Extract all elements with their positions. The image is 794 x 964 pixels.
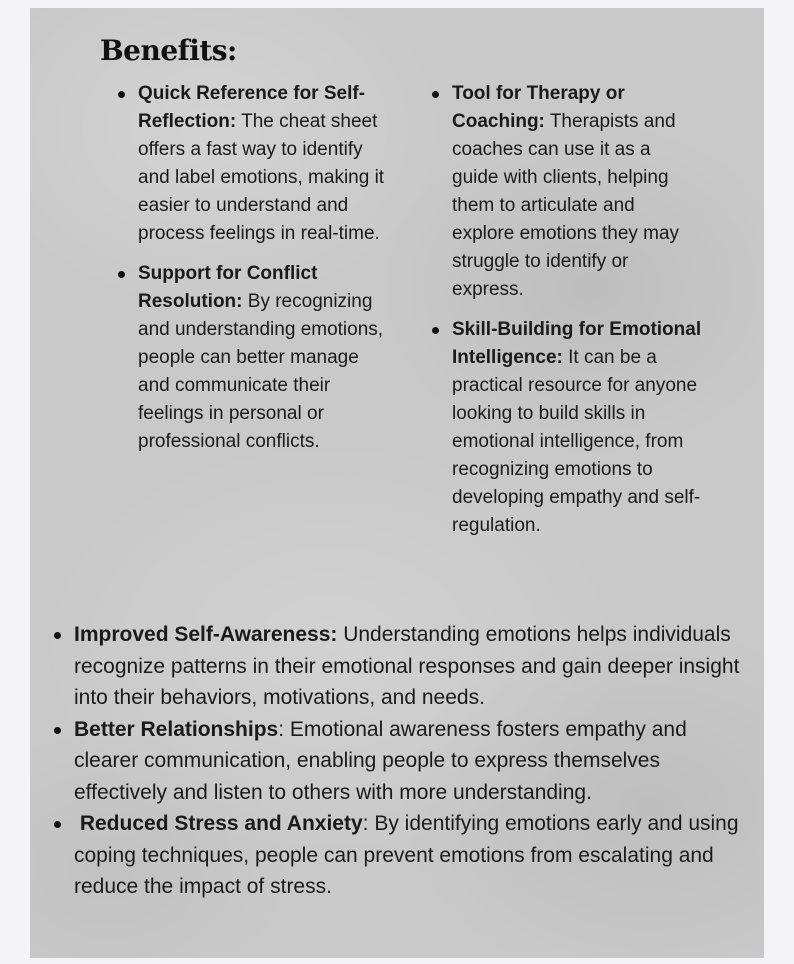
item-title: Support for Conflict Resolution: [138,263,318,312]
left-benefits-list [138,80,388,468]
item-title: Skill-Building for Emotional Intelligence: [452,319,702,368]
item-body: The cheat sheet offers a fast way to identify and label emotions, making it easier to understand and process feelings in real-time. [138,111,385,244]
item-body: : By identifying emotions early and using coping techniques, people can prevent emotions from escalating and reduce the impact of stress. [74,812,739,898]
list-item [74,714,754,809]
item-title: Reduced Stress and Anxiety [74,812,363,835]
item-body: It can be a practical resource for anyone looking to build skills in emotional intelligence, from recognizing emotions to developing empathy and self-regulation. [452,347,701,536]
item-body: Understanding emotions helps individuals recognize patterns in their emotional responses and gain deeper insight into their behaviors, motivations, and needs. [74,623,740,709]
main-benefits-list [74,619,754,903]
item-title: Better Relationships [74,717,279,741]
benefits-page [30,8,764,958]
list-item [138,80,388,248]
list-item [452,80,702,304]
page-heading: Benefits: [100,34,237,67]
list-item [74,619,754,714]
right-benefits-list [452,80,702,552]
list-item [138,260,388,456]
item-body: : Emotional awareness fosters empathy and clearer communication, enabling people to express themselves effectively and listen to others with more understanding. [74,717,687,804]
item-title: Improved Self-Awareness: [74,623,338,646]
item-body: By recognizing and understanding emotions, people can better manage and communicate their feelings in personal or professional conflicts. [138,291,384,452]
item-title: Tool for Therapy or Coaching: [452,83,625,132]
item-body: Therapists and coaches can use it as a guide with clients, helping them to articulate and explore emotions they may struggle to identify or express. [452,111,680,300]
item-title: Quick Reference for Self-Reflection: [138,83,366,132]
list-item [452,316,702,540]
list-item [74,808,754,903]
